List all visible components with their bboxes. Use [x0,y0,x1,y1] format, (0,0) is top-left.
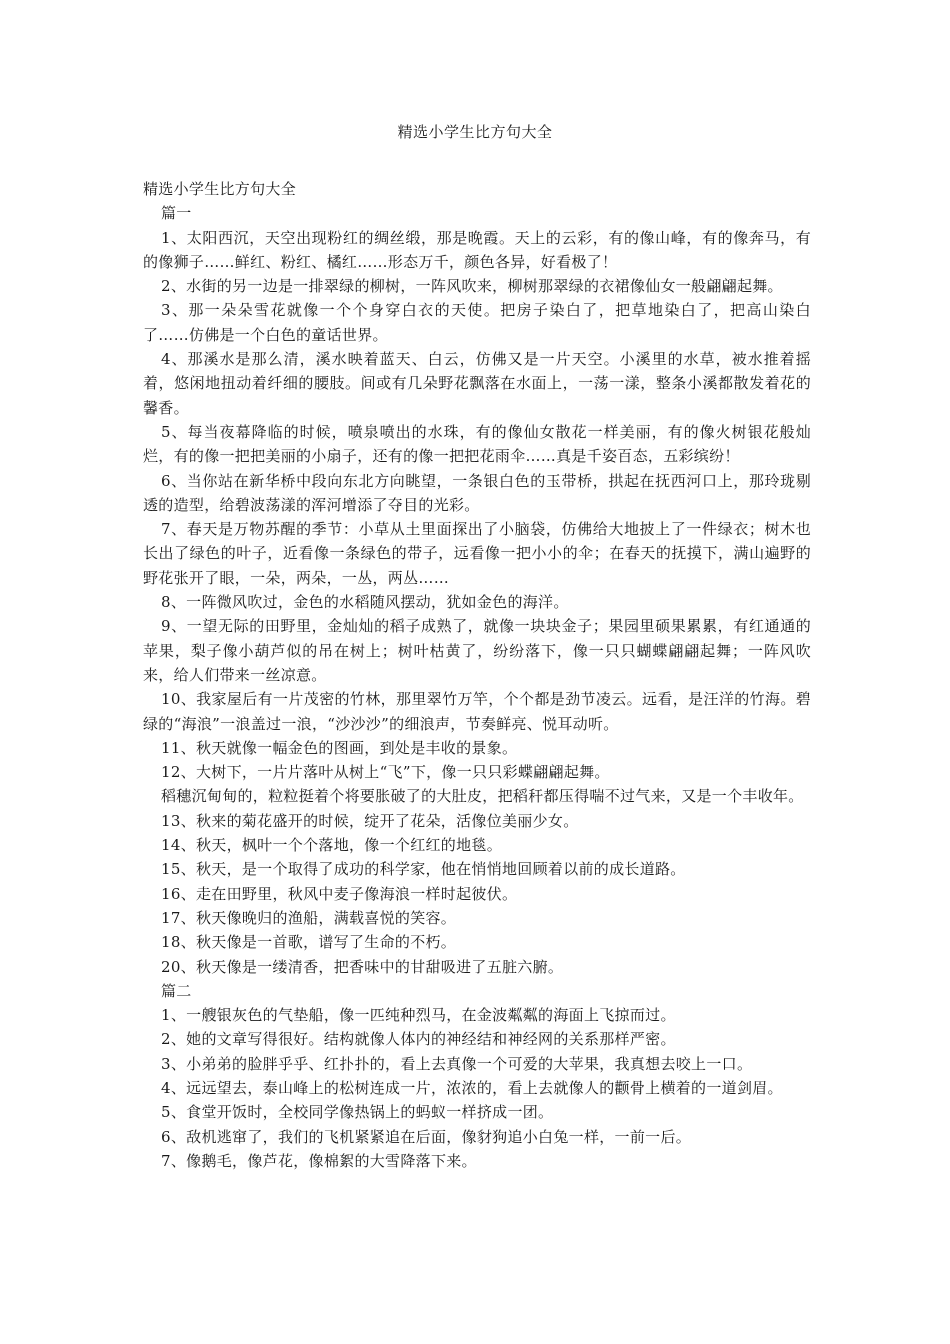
paragraph: 2、水街的另一边是一排翠绿的柳树，一阵风吹来，柳树那翠绿的衣裙像仙女一般翩翩起舞。 [161,277,783,296]
paragraph: 13、秋来的菊花盛开的时候，绽开了花朵，活像位美丽少女。 [161,811,579,830]
paragraph: 14、秋天，枫叶一个个落地，像一个红红的地毯。 [161,836,502,855]
document-body [143,177,811,1173]
paragraph: 3、小弟弟的脸胖乎乎、红扑扑的，看上去真像一个可爱的大苹果，我真想去咬上一口。 [161,1054,753,1073]
paragraph: 9、一望无际的田野里，金灿灿的稻子成熟了，就像一块块金子；果园里硕果累累，有红通通的苹果，梨子像小葫芦似的吊在树上；树叶枯黄了，纷纷落下，像一只只蝴蝶翩翩起舞；一阵风吹来，给人们带来一丝凉意。 [143,617,811,684]
section-heading-part2: 篇二 [161,981,192,1000]
paragraph: 3、那一朵朵雪花就像一个个身穿白衣的天使。把房子染白了，把草地染白了，把高山染白了……仿佛是一个白色的童话世界。 [143,301,811,344]
paragraph: 6、当你站在新华桥中段向东北方向眺望，一条银白色的玉带桥，拱起在抚西河口上，那玲珑剔透的造型，给碧波荡漾的浑河增添了夺目的光彩。 [143,471,811,514]
paragraph: 18、秋天像是一首歌，谱写了生命的不朽。 [161,933,457,952]
paragraph: 7、像鹅毛，像芦花，像棉絮的大雪降落下来。 [161,1151,477,1170]
paragraph: 1、一艘银灰色的气垫船，像一匹纯种烈马，在金波粼粼的海面上飞掠而过。 [161,1006,676,1025]
paragraph: 10、我家屋后有一片茂密的竹林，那里翠竹万竿，个个都是劲节凌云。远看，是汪洋的竹海。碧绿的“海浪”一浪盖过一浪，“沙沙沙”的细浪声，节奏鲜亮、悦耳动听。 [143,690,811,733]
document-title: 精选小学生比方句大全 [397,123,553,141]
paragraph: 7、春天是万物苏醒的季节：小草从土里面探出了小脑袋，仿佛给大地披上了一件绿衣；树木也长出了绿色的叶子，近看像一条绿色的带子，远看像一把小小的伞；在春天的抚摸下，满山遍野的野花张开了眼，一朵，两朵，一丛，两丛…… [143,520,811,587]
paragraph: 1、太阳西沉，天空出现粉红的绸丝缎，那是晚霞。天上的云彩，有的像山峰，有的像奔马，有的像狮子……鲜红、粉红、橘红……形态万千，颜色各异，好看极了！ [143,228,811,271]
section-heading-part1: 篇一 [161,204,192,223]
paragraph: 5、每当夜幕降临的时候，喷泉喷出的水珠，有的像仙女散花一样美丽，有的像火树银花般灿烂，有的像一把把美丽的小扇子，还有的像一把把花雨伞……真是千姿百态，五彩缤纷！ [143,422,811,466]
paragraph: 12、大树下，一片片落叶从树上“飞”下，像一只只彩蝶翩翩起舞。 [161,763,610,782]
paragraph: 17、秋天像晚归的渔船，满载喜悦的笑容。 [161,908,457,927]
paragraph: 15、秋天，是一个取得了成功的科学家，他在悄悄地回顾着以前的成长道路。 [161,860,686,879]
paragraph: 5、食堂开饭时，全校同学像热锅上的蚂蚁一样挤成一团。 [161,1103,554,1122]
paragraph: 4、那溪水是那么清，溪水映着蓝天、白云，仿佛又是一片天空。小溪里的水草，被水推着摇着，悠闲地扭动着纤细的腰肢。间或有几朵野花飘落在水面上，一荡一漾，整条小溪都散发着花的馨香。 [143,350,811,417]
paragraph: 4、远远望去，泰山峰上的松树连成一片，浓浓的，看上去就像人的颧骨上横着的一道剑眉。 [161,1078,783,1097]
paragraph: 8、一阵微风吹过，金色的水稻随风摆动，犹如金色的海洋。 [161,593,569,612]
paragraph: 11、秋天就像一幅金色的图画，到处是丰收的景象。 [161,738,518,757]
paragraph: 稻穗沉甸甸的，粒粒挺着个将要胀破了的大肚皮，把稻秆都压得喘不过气来，又是一个丰收年。 [161,787,804,806]
paragraph: 2、她的文章写得很好。结构就像人体内的神经结和神经网的关系那样严密。 [161,1030,676,1049]
paragraph: 16、走在田野里，秋风中麦子像海浪一样时起彼伏。 [161,884,518,903]
paragraph: 6、敌机逃窜了，我们的飞机紧紧追在后面，像豺狗追小白兔一样，一前一后。 [161,1127,692,1146]
document-subtitle: 精选小学生比方句大全 [143,180,297,198]
paragraph: 20、秋天像是一缕清香，把香味中的甘甜吸进了五脏六腑。 [161,957,564,976]
